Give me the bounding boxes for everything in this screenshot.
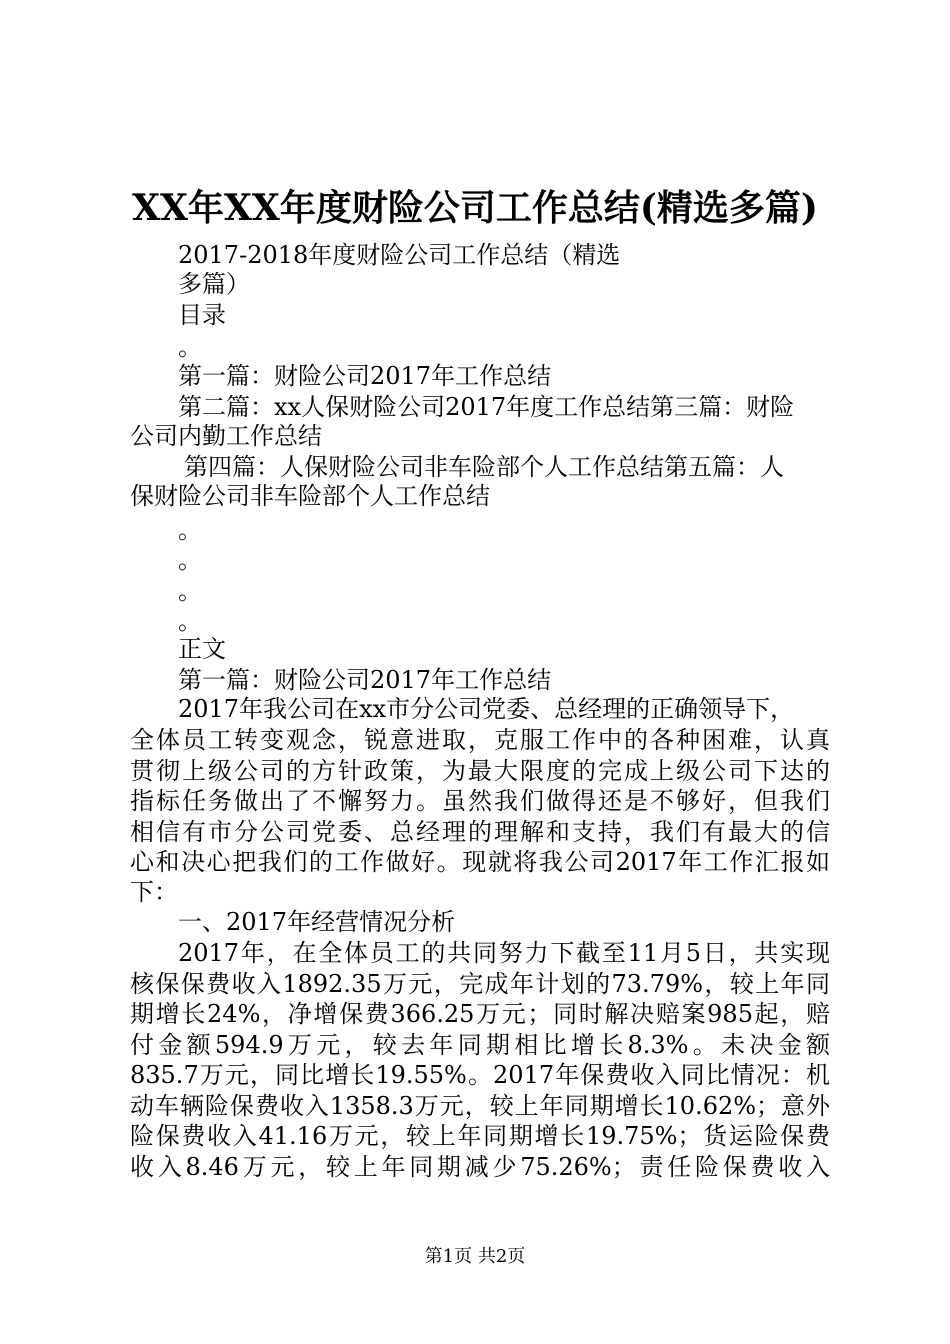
toc-dot: 。 bbox=[178, 577, 202, 605]
paragraph-line: 付金额594.9万元，较去年同期相比增长8.3%。未决金额 bbox=[130, 1031, 830, 1059]
paragraph-line: 2017年，在全体员工的共同努力下截至11月5日，共实现 bbox=[178, 939, 830, 967]
toc-dot: 。 bbox=[178, 516, 202, 544]
subtitle-line-1: 2017-2018年度财险公司工作总结（精选 bbox=[178, 241, 621, 269]
paragraph-line: 收入8.46万元，较上年同期减少75.26%；责任险保费收入 bbox=[130, 1153, 830, 1181]
paragraph-line: 险保费收入41.16万元，较上年同期增长19.75%；货运险保费 bbox=[130, 1122, 830, 1150]
subtitle-line-2: 多篇） bbox=[178, 270, 250, 298]
paragraph-line: 心和决心把我们的工作做好。现就将我公司2017年工作汇报如 bbox=[130, 848, 830, 876]
paragraph-line: 核保保费收入1892.35万元，完成年计划的73.79%，较上年同 bbox=[130, 970, 830, 998]
toc-dot: 。 bbox=[178, 546, 202, 574]
toc-heading: 目录 bbox=[178, 301, 226, 329]
paragraph-line: 下： bbox=[130, 878, 178, 906]
paragraph-line: 835.7万元，同比增长19.55%。2017年保费收入同比情况：机 bbox=[130, 1061, 830, 1089]
paragraph-line: 2017年我公司在xx市分公司党委、总经理的正确领导下， bbox=[178, 695, 795, 723]
toc-item-4-line-1: 第四篇：人保财险公司非车险部个人工作总结第五篇：人 bbox=[184, 453, 784, 481]
paragraph-line: 相信有市分公司党委、总经理的理解和支持，我们有最大的信 bbox=[130, 818, 830, 846]
paragraph-line: 动车辆险保费收入1358.3万元，较上年同期增长10.62%；意外 bbox=[130, 1092, 830, 1120]
toc-item-4-line-2: 保财险公司非车险部个人工作总结 bbox=[130, 482, 490, 510]
body-heading: 正文 bbox=[178, 635, 226, 663]
paragraph-line: 指标任务做出了不懈努力。虽然我们做得还是不够好，但我们 bbox=[130, 787, 830, 815]
toc-item-2-line-1: 第二篇：xx人保财险公司2017年度工作总结第三篇：财险 bbox=[178, 393, 795, 421]
toc-item-1: 第一篇：财险公司2017年工作总结 bbox=[178, 362, 552, 390]
toc-dot: 。 bbox=[178, 607, 202, 635]
paragraph-line: 全体员工转变观念，锐意进取，克服工作中的各种困难，认真 bbox=[130, 726, 830, 754]
page-footer: 第1页 共2页 bbox=[424, 1246, 526, 1267]
paragraph-line: 期增长24%，净增保费366.25万元；同时解决赔案985起，赔 bbox=[130, 1000, 830, 1028]
document-title: XX年XX年度财险公司工作总结(精选多篇) bbox=[132, 187, 818, 229]
toc-dot: 。 bbox=[178, 333, 202, 361]
paragraph-line: 贯彻上级公司的方针政策，为最大限度的完成上级公司下达的 bbox=[130, 757, 830, 785]
toc-item-2-line-2: 公司内勤工作总结 bbox=[130, 422, 322, 450]
section-1-heading: 一、2017年经营情况分析 bbox=[178, 908, 456, 936]
chapter-1-heading: 第一篇：财险公司2017年工作总结 bbox=[178, 666, 552, 694]
